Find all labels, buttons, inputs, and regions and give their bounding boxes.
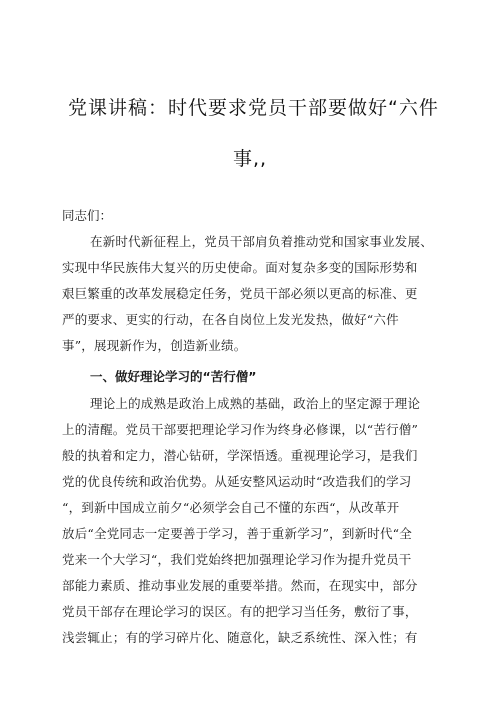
section-line: 般的执着和定力，潜心钻研，学深悟透。重视理论学习，是我们 — [62, 448, 418, 463]
intro-line: 艰巨繁重的改革发展稳定任务，党员干部必须以更高的标准、更 — [62, 286, 418, 301]
section-line: 上的清醒。党员干部要把理论学习作为终身必修课，以“苦行僧” — [62, 422, 419, 437]
section-line: 党的优良传统和政治优势。从延安整风运动时“改造我们的学习 — [62, 474, 412, 489]
section-line: 理论上的成熟是政治上成熟的基础，政治上的坚定源于理论 — [90, 396, 421, 411]
intro-line: 在新时代新征程上，党员干部肩负着推动党和国家事业发展、 — [90, 234, 433, 249]
intro-line: 实现中华民族伟大复兴的历史使命。面对复杂多变的国际形势和 — [62, 260, 418, 275]
intro-line: 事”，展现新作为，创造新业绩。 — [62, 338, 247, 353]
document-title-line-1: 党课讲稿：时代要求党员干部要做好“六件 — [68, 97, 439, 119]
section-line: 放后“全党同志一定要善于学习，善于重新学习”，到新时代“全 — [62, 526, 412, 541]
section-line: 部能力素质、推动事业发展的重要举措。然而，在现实中，部分 — [62, 578, 418, 593]
section-line: 党员干部存在理论学习的误区。有的把学习当任务，敷衍了事， — [62, 604, 418, 619]
section-heading: 一、做好理论学习的“苦行僧” — [90, 369, 257, 384]
section-line: “，到新中国成立前夕“必须学会自己不懂的东西“，从改革开 — [62, 500, 400, 515]
section-line: 浅尝辄止；有的学习碎片化、随意化，缺乏系统性、深入性；有 — [62, 630, 418, 645]
document-title-line-2: 事,, — [233, 148, 268, 170]
greeting: 同志们： — [62, 208, 113, 223]
section-line: 党来一个大学习“，我们党始终把加强理论学习作为提升党员干 — [62, 552, 412, 567]
intro-line: 严的要求、更实的行动，在各自岗位上发光发热，做好“六件 — [62, 312, 399, 327]
